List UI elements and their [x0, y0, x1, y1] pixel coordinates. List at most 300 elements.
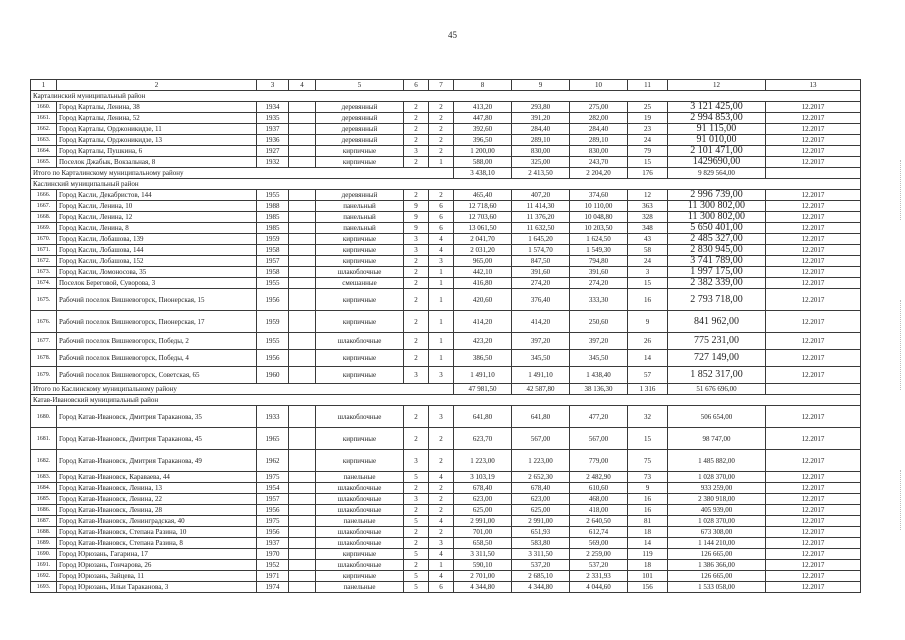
table-cell: 12.2017	[766, 350, 861, 367]
table-cell: 1957	[257, 256, 289, 267]
table-cell: 275,00	[570, 102, 628, 113]
table-row	[31, 560, 861, 571]
table-cell: 75	[628, 450, 668, 472]
table-row	[31, 311, 861, 333]
table-cell: 1685.	[31, 494, 57, 505]
total-value: 51 676 696,00	[668, 384, 766, 395]
table-cell: 11 414,30	[512, 201, 570, 212]
table-cell: 1668.	[31, 212, 57, 223]
table-cell: шлакоблочные	[316, 267, 404, 278]
table-cell	[289, 113, 316, 124]
table-cell: 623,00	[454, 494, 512, 505]
table-cell: панельные	[316, 582, 404, 593]
table-cell: деревянный	[316, 135, 404, 146]
table-cell: 57	[628, 367, 668, 384]
table-cell: 19	[628, 113, 668, 124]
table-cell: 2	[404, 538, 429, 549]
table-cell: 5	[404, 516, 429, 527]
table-cell: 12.2017	[766, 113, 861, 124]
table-cell: 1957	[257, 494, 289, 505]
table-cell	[289, 527, 316, 538]
table-row	[31, 571, 861, 582]
table-cell: 4	[429, 234, 454, 245]
table-cell: 841 962,00	[668, 311, 766, 333]
table-row	[31, 135, 861, 146]
table-cell: 1974	[257, 582, 289, 593]
column-header: 13	[766, 80, 861, 91]
table-cell: 641,80	[512, 406, 570, 428]
table-cell: 12 703,60	[454, 212, 512, 223]
table-cell: 4	[429, 549, 454, 560]
table-cell: 284,40	[512, 124, 570, 135]
table-cell: 2	[404, 311, 429, 333]
table-cell: кирпичные	[316, 450, 404, 472]
table-cell: 1988	[257, 201, 289, 212]
table-cell: 250,60	[570, 311, 628, 333]
address-cell: Город Касли, Лобашова, 139	[57, 234, 257, 245]
table-cell: шлакоблочные	[316, 505, 404, 516]
table-cell: 2	[429, 124, 454, 135]
table-cell	[289, 234, 316, 245]
table-cell: 12.2017	[766, 135, 861, 146]
table-cell	[289, 450, 316, 472]
table-row	[31, 406, 861, 428]
table-cell: панельный	[316, 201, 404, 212]
table-cell: 468,00	[570, 494, 628, 505]
table-cell: 1959	[257, 311, 289, 333]
table-cell: 1975	[257, 516, 289, 527]
table-cell: 1933	[257, 406, 289, 428]
table-cell: 1985	[257, 212, 289, 223]
table-cell: 98 747,00	[668, 428, 766, 450]
table-cell: 12.2017	[766, 223, 861, 234]
table-cell: 12.2017	[766, 494, 861, 505]
address-cell: Город Юрюзань, Гагарина, 17	[57, 549, 257, 560]
table-cell: 2	[404, 190, 429, 201]
table-cell: 126 665,00	[668, 571, 766, 582]
table-cell: 16	[628, 494, 668, 505]
table-cell: 397,20	[570, 333, 628, 350]
table-cell: 537,20	[570, 560, 628, 571]
total-value: 42 587,80	[512, 384, 570, 395]
table-cell: 2	[404, 157, 429, 168]
section-title-row	[31, 91, 861, 102]
column-header: 1	[31, 80, 57, 91]
table-cell	[289, 505, 316, 516]
table-cell: 392,60	[454, 124, 512, 135]
table-cell: 3	[429, 256, 454, 267]
table-cell: 1 549,30	[570, 245, 628, 256]
table-cell: 779,00	[570, 450, 628, 472]
table-cell: 11 300 802,00	[668, 212, 766, 223]
table-cell: 11 376,20	[512, 212, 570, 223]
table-cell: 6	[429, 223, 454, 234]
table-cell: 12.2017	[766, 289, 861, 311]
table-cell: 1664.	[31, 146, 57, 157]
table-cell: 2	[429, 483, 454, 494]
table-cell: 2	[429, 102, 454, 113]
address-cell: Рабочий поселок Вишневогорск, Советская, 65	[57, 367, 257, 384]
table-cell: 2 640,50	[570, 516, 628, 527]
table-cell: 363	[628, 201, 668, 212]
table-cell: 2	[429, 146, 454, 157]
address-cell: Город Юрюзань, Ильи Тараканова, 3	[57, 582, 257, 593]
table-cell: шлакоблочные	[316, 494, 404, 505]
table-cell: 12.2017	[766, 267, 861, 278]
table-cell: 348	[628, 223, 668, 234]
table-cell: 12.2017	[766, 311, 861, 333]
table-cell: 1684.	[31, 483, 57, 494]
table-cell: 156	[628, 582, 668, 593]
table-cell: 2	[429, 113, 454, 124]
total-value: 1 316	[628, 384, 668, 395]
table-cell: 101	[628, 571, 668, 582]
table-cell: 569,00	[570, 538, 628, 549]
table-cell: 12.2017	[766, 472, 861, 483]
table-cell: 12.2017	[766, 582, 861, 593]
table-row	[31, 256, 861, 267]
table-cell: кирпичные	[316, 311, 404, 333]
table-cell: 14	[628, 538, 668, 549]
table-cell	[289, 311, 316, 333]
address-cell: Рабочий поселок Вишневогорск, Победы, 4	[57, 350, 257, 367]
table-cell: 12.2017	[766, 146, 861, 157]
housing-table	[30, 79, 861, 593]
table-cell: 583,80	[512, 538, 570, 549]
table-cell: 3	[404, 245, 429, 256]
table-cell: 588,00	[454, 157, 512, 168]
address-cell: Рабочий поселок Вишневогорск, Пионерская, 15	[57, 289, 257, 311]
table-row	[31, 245, 861, 256]
table-cell	[289, 146, 316, 157]
table-cell: 2	[429, 428, 454, 450]
table-cell: 2 991,00	[512, 516, 570, 527]
table-cell: 1676.	[31, 311, 57, 333]
table-cell: 2	[429, 494, 454, 505]
table-cell: 414,20	[512, 311, 570, 333]
table-cell	[289, 201, 316, 212]
table-cell: кирпичные	[316, 289, 404, 311]
table-row	[31, 201, 861, 212]
address-cell: Город Катав-Ивановск, Караваева, 44	[57, 472, 257, 483]
table-cell	[289, 278, 316, 289]
table-row	[31, 267, 861, 278]
total-empty-cell	[766, 384, 861, 395]
table-cell: 12.2017	[766, 102, 861, 113]
table-cell: 6	[429, 212, 454, 223]
table-cell: 16	[628, 289, 668, 311]
table-cell: 641,80	[454, 406, 512, 428]
table-cell: 81	[628, 516, 668, 527]
table-cell: 79	[628, 146, 668, 157]
table-cell: 1955	[257, 333, 289, 350]
address-cell: Город Карталы, Орджоникидзе, 11	[57, 124, 257, 135]
table-cell: деревянный	[316, 113, 404, 124]
table-cell: 4	[429, 516, 454, 527]
table-row	[31, 494, 861, 505]
table-cell: кирпичные	[316, 146, 404, 157]
table-cell	[289, 190, 316, 201]
table-cell: 1674.	[31, 278, 57, 289]
table-cell: 1936	[257, 135, 289, 146]
table-header-row	[31, 80, 861, 91]
address-cell: Город Карталы, Орджоникидзе, 13	[57, 135, 257, 146]
table-cell: 1975	[257, 472, 289, 483]
table-cell: 18	[628, 527, 668, 538]
table-cell: 1	[429, 157, 454, 168]
table-row	[31, 278, 861, 289]
table-cell: 2	[429, 450, 454, 472]
table-cell: 2 101 471,00	[668, 146, 766, 157]
table-cell: 2	[404, 135, 429, 146]
table-cell	[289, 157, 316, 168]
table-cell	[289, 223, 316, 234]
table-row	[31, 350, 861, 367]
table-cell: 2 041,70	[454, 234, 512, 245]
table-cell: кирпичные	[316, 350, 404, 367]
table-cell: 12.2017	[766, 245, 861, 256]
table-cell: 1 485 882,00	[668, 450, 766, 472]
table-cell: 2	[404, 350, 429, 367]
table-cell: 1955	[257, 190, 289, 201]
table-cell: 11 300 802,00	[668, 201, 766, 212]
table-cell: 2	[404, 483, 429, 494]
table-cell: 26	[628, 333, 668, 350]
table-cell: 12.2017	[766, 527, 861, 538]
table-cell: 274,20	[512, 278, 570, 289]
table-cell: 416,80	[454, 278, 512, 289]
table-cell: 5	[404, 549, 429, 560]
table-cell: 15	[628, 278, 668, 289]
table-cell: 2	[404, 560, 429, 571]
table-row	[31, 527, 861, 538]
section-title-row	[31, 179, 861, 190]
table-cell: 1956	[257, 505, 289, 516]
table-cell: 673 308,00	[668, 527, 766, 538]
section-title: Катав-Ивановский муниципальный район	[31, 395, 861, 406]
table-row	[31, 146, 861, 157]
table-cell: шлакоблочные	[316, 333, 404, 350]
table-cell: 1678.	[31, 350, 57, 367]
table-cell: 15	[628, 157, 668, 168]
table-cell: 1667.	[31, 201, 57, 212]
table-cell: 14	[628, 350, 668, 367]
table-cell: 1	[429, 560, 454, 571]
table-cell: 1693.	[31, 582, 57, 593]
table-cell: 2 485 327,00	[668, 234, 766, 245]
table-cell: кирпичные	[316, 571, 404, 582]
table-cell: 1690.	[31, 549, 57, 560]
table-cell: 2 259,00	[570, 549, 628, 560]
page-number: 45	[448, 30, 457, 40]
address-cell: Город Катав-Ивановск, Ленина, 13	[57, 483, 257, 494]
table-row	[31, 102, 861, 113]
table-cell: 12.2017	[766, 124, 861, 135]
table-cell: 423,20	[454, 333, 512, 350]
table-cell: 3	[628, 267, 668, 278]
table-cell: 701,00	[454, 527, 512, 538]
table-cell: 3	[404, 450, 429, 472]
table-cell: 623,70	[454, 428, 512, 450]
table-cell: 10 110,00	[570, 201, 628, 212]
table-cell: 2 996 739,00	[668, 190, 766, 201]
section-title: Карталинский муниципальный район	[31, 91, 861, 102]
table-cell: 418,00	[570, 505, 628, 516]
table-cell: 1 200,00	[454, 146, 512, 157]
table-cell: 1970	[257, 549, 289, 560]
table-cell: 289,10	[512, 135, 570, 146]
table-cell: 3	[404, 367, 429, 384]
table-cell: 12.2017	[766, 483, 861, 494]
table-cell: 391,20	[512, 113, 570, 124]
address-cell: Рабочий поселок Вишневогорск, Пионерская, 17	[57, 311, 257, 333]
table-cell: 12.2017	[766, 212, 861, 223]
table-cell: 1681.	[31, 428, 57, 450]
table-cell	[289, 267, 316, 278]
table-cell: 1663.	[31, 135, 57, 146]
table-cell: 12.2017	[766, 406, 861, 428]
table-cell: 1680.	[31, 406, 57, 428]
column-header: 3	[257, 80, 289, 91]
table-cell: 24	[628, 256, 668, 267]
table-cell: 3	[404, 146, 429, 157]
table-cell: 1661.	[31, 113, 57, 124]
address-cell: Город Катав-Ивановск, Степана Разина, 10	[57, 527, 257, 538]
table-cell: 396,50	[454, 135, 512, 146]
column-header: 12	[668, 80, 766, 91]
table-cell: 1689.	[31, 538, 57, 549]
table-row	[31, 549, 861, 560]
table-cell: кирпичные	[316, 245, 404, 256]
table-cell	[289, 406, 316, 428]
table-cell: 2 991,00	[454, 516, 512, 527]
table-cell: 830,00	[512, 146, 570, 157]
table-cell: 612,74	[570, 527, 628, 538]
table-cell: 1	[429, 267, 454, 278]
table-cell: 12.2017	[766, 516, 861, 527]
total-row	[31, 384, 861, 395]
table-cell: 2 685,10	[512, 571, 570, 582]
table-cell: 1	[429, 350, 454, 367]
table-cell: 5	[404, 472, 429, 483]
table-cell: 4 344,80	[512, 582, 570, 593]
table-cell: 1937	[257, 124, 289, 135]
table-cell: кирпичные	[316, 256, 404, 267]
table-cell: 658,50	[454, 538, 512, 549]
table-cell: 2	[429, 527, 454, 538]
table-cell: 5	[404, 582, 429, 593]
table-cell	[289, 560, 316, 571]
table-cell: 1	[429, 278, 454, 289]
table-cell: 119	[628, 549, 668, 560]
table-cell: 1954	[257, 483, 289, 494]
table-cell: 1665.	[31, 157, 57, 168]
address-cell: Город Карталы, Ленина, 52	[57, 113, 257, 124]
table-cell: смешанные	[316, 278, 404, 289]
table-row	[31, 450, 861, 472]
table-cell: деревянный	[316, 102, 404, 113]
table-cell: 73	[628, 472, 668, 483]
table-cell: 4	[429, 472, 454, 483]
table-cell: 3	[429, 406, 454, 428]
table-cell: 3 311,50	[512, 549, 570, 560]
table-cell: 2	[404, 124, 429, 135]
address-cell: Город Катав-Ивановск, Степана Разина, 8	[57, 538, 257, 549]
table-cell: 12	[628, 190, 668, 201]
total-value: 38 136,30	[570, 384, 628, 395]
table-row	[31, 483, 861, 494]
table-cell: 10 048,80	[570, 212, 628, 223]
table-cell: 1686.	[31, 505, 57, 516]
table-cell: 1 491,10	[454, 367, 512, 384]
table-cell: 12.2017	[766, 571, 861, 582]
column-header: 8	[454, 80, 512, 91]
table-cell: 12.2017	[766, 278, 861, 289]
table-cell: 1956	[257, 289, 289, 311]
address-cell: Город Катав-Ивановск, Ленинградская, 40	[57, 516, 257, 527]
table-cell: 5 650 401,00	[668, 223, 766, 234]
table-cell: 2	[404, 527, 429, 538]
table-cell: 374,60	[570, 190, 628, 201]
table-cell: 345,50	[512, 350, 570, 367]
table-cell: 1666.	[31, 190, 57, 201]
address-cell: Город Касли, Лобашова, 152	[57, 256, 257, 267]
table-cell: 126 665,00	[668, 549, 766, 560]
address-cell: Город Катав-Ивановск, Ленина, 22	[57, 494, 257, 505]
table-cell: 2	[404, 113, 429, 124]
table-cell: кирпичные	[316, 367, 404, 384]
table-row	[31, 333, 861, 350]
address-cell: Город Касли, Ломоносова, 35	[57, 267, 257, 278]
scan-edge-mark	[898, 470, 901, 530]
table-cell: 1 997 175,00	[668, 267, 766, 278]
table-cell: 2	[429, 505, 454, 516]
table-cell: 405 939,00	[668, 505, 766, 516]
table-row	[31, 223, 861, 234]
table-cell	[289, 350, 316, 367]
table-cell: 1955	[257, 278, 289, 289]
table-cell: 91 010,00	[668, 135, 766, 146]
table-cell: 1962	[257, 450, 289, 472]
table-cell: 727 149,00	[668, 350, 766, 367]
table-row	[31, 157, 861, 168]
address-cell: Поселок Береговой, Суворова, 3	[57, 278, 257, 289]
column-header: 5	[316, 80, 404, 91]
table-cell: 1952	[257, 560, 289, 571]
table-cell: 965,00	[454, 256, 512, 267]
table-row	[31, 212, 861, 223]
table-cell: 6	[429, 582, 454, 593]
total-label: Итого по Каслинскому муниципальному району	[31, 384, 454, 395]
table-cell: деревянный	[316, 124, 404, 135]
table-cell: 25	[628, 102, 668, 113]
table-cell: 328	[628, 212, 668, 223]
table-cell: 12.2017	[766, 428, 861, 450]
table-cell: 2 380 918,00	[668, 494, 766, 505]
table-cell: 678,40	[454, 483, 512, 494]
table-cell: 420,60	[454, 289, 512, 311]
table-cell	[289, 333, 316, 350]
table-cell: 1679.	[31, 367, 57, 384]
address-cell: Город Катав-Ивановск, Дмитрия Тараканова, 49	[57, 450, 257, 472]
table-cell	[289, 124, 316, 135]
table-row	[31, 113, 861, 124]
table-row	[31, 190, 861, 201]
scan-edge-mark	[898, 160, 901, 220]
table-cell: 1958	[257, 267, 289, 278]
table-cell: 1956	[257, 527, 289, 538]
total-label: Итого по Карталинскому муниципальному району	[31, 168, 454, 179]
